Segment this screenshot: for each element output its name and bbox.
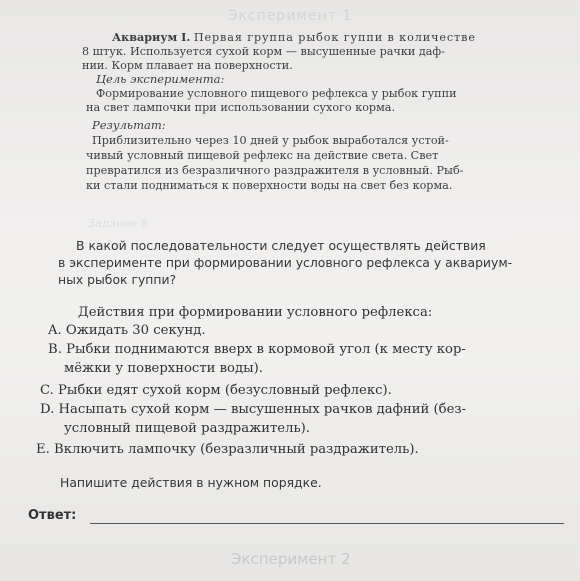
aquarium-title: Аквариум I. (112, 30, 191, 44)
task-label: Задание 8 (88, 217, 148, 230)
answer-label: Ответ: (28, 508, 77, 523)
question-line3: ных рыбок гуппи? (58, 272, 177, 287)
actions-heading: Действия при формировании условного рефлекса: (78, 305, 433, 320)
result-line3: превратился из безразличного раздражителя в условный. Рыб- (86, 164, 464, 177)
goal-label: Цель эксперимента: (96, 72, 225, 86)
aquarium-text1: Первая группа рыбок гуппи в количестве (193, 31, 476, 44)
result-line1: Приблизительно через 10 дней у рыбок выработался устой- (92, 134, 449, 147)
instruction: Напишите действия в нужном порядке. (60, 475, 322, 490)
action-c: C. Рыбки едят сухой корм (безусловный рефлекс). (40, 383, 392, 398)
result-line2: чивый условный пищевой рефлекс на действие света. Свет (86, 149, 439, 162)
result-line4: ки стали подниматься к поверхности воды на свет без корма. (86, 179, 453, 192)
aquarium-line3: нии. Корм плавает на поверхности. (82, 59, 293, 72)
action-d-line1: D. Насыпать сухой корм — высушенных рачков дафний (без- (40, 402, 467, 417)
action-d-line2: условный пищевой раздражитель). (64, 421, 310, 436)
aquarium-line2: 8 штук. Используется сухой корм — высушенные рачки даф- (82, 45, 445, 58)
action-b-line2: мёжки у поверхности воды). (64, 361, 263, 376)
footer-header: Эксперимент 2 (231, 550, 351, 568)
answer-line[interactable] (90, 523, 564, 524)
goal-line1: Формирование условного пищевого рефлекса у рыбок гуппи (96, 87, 457, 100)
action-a: A. Ожидать 30 секунд. (48, 323, 206, 338)
question-line1: В какой последовательности следует осуществлять действия (76, 238, 486, 253)
action-e: E. Включить лампочку (безразличный раздражитель). (36, 442, 419, 457)
action-b-line1: B. Рыбки поднимаются вверх в кормовой угол (к месту кор- (48, 342, 466, 357)
result-label: Результат: (92, 118, 166, 132)
aquarium-line1 (112, 30, 476, 45)
experiment-header: Эксперимент 1 (227, 8, 353, 24)
question-line2: в эксперименте при формировании условного рефлекса у аквариум- (58, 255, 513, 270)
goal-line2: на свет лампочки при использовании сухого корма. (86, 101, 396, 114)
